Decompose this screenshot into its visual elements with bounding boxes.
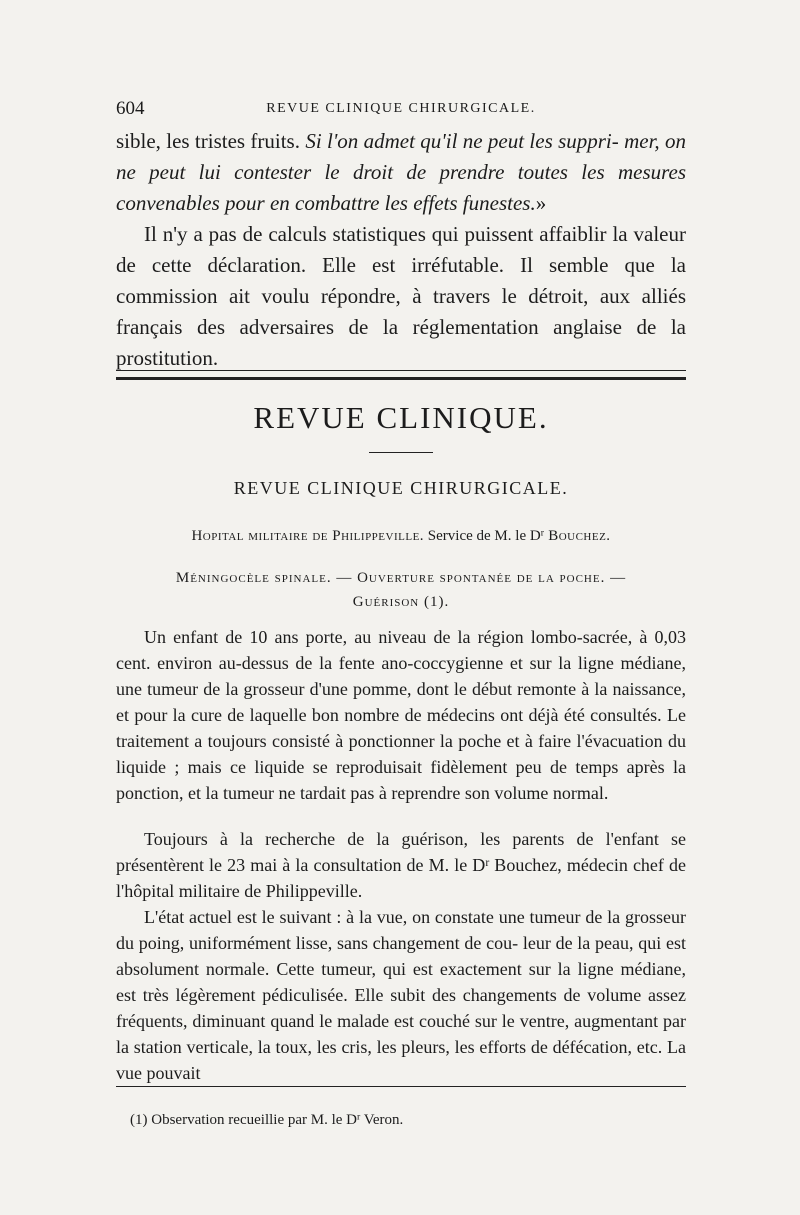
paragraph-2-superscript: r [485,855,490,869]
running-header [116,98,686,122]
running-title: REVUE CLINIQUE CHIRURGICALE. [266,101,536,116]
paragraph-3: L'état actuel est le suivant : à la vue, on constate une tumeur de la grosseur du poing, uniformément lisse, sans changement de cou- leur de la peau, qui est absolument normale. Cette tumeur, qui est exactement sur la ligne médiane, est très légèrement pédiculisée. Elle subit des changements de volume assez fréquents, diminuant quand le malade est couché sur le ventre, augmentant par la station verticale, la toux, les cris, les pleurs, les efforts de défécation, etc. La vue pouvait [116,907,686,1083]
section-subtitle: REVUE CLINIQUE CHIRURGICALE. [233,478,569,498]
continued-text-start: sible, les tristes fruits. [116,129,306,153]
footnote [130,1112,403,1129]
paragraph-2 [116,826,686,904]
hospital-name: Hopital militaire de Philippeville. [191,528,425,544]
hospital-line [116,528,686,545]
observation-title-line-1: Méningocèle spinale. — Ouverture spontanée de la poche. — [175,570,627,586]
footnote-text: (1) Observation recueillie par M. le D [130,1112,357,1128]
footnote-rule [116,1086,686,1087]
doctor-name: Bouchez. [543,528,611,544]
continued-italic-quote: Si l'on admet qu'il ne peut les suppri- mer, on ne peut lui contester le droit de prendre toutes les mesures convenables pour en combattre les effets funestes. [116,129,686,215]
continued-paragraph-2: Il n'y a pas de calculs statistiques qui puissent affaiblir la valeur de cette déclaration. Elle est irréfutable. Il semble que la commission ait voulu répondre, à travers le détroit, aux alliés français des adversaires de la réglementation anglaise de la prostitution. [116,222,686,370]
page-number: 604 [116,98,145,119]
footnote-superscript: r [357,1111,361,1123]
section-title: REVUE CLINIQUE. [253,400,549,435]
continued-paragraph-1 [116,126,686,219]
observation-title-line-2: Guérison (1). [352,594,450,610]
observation-title [116,566,686,614]
paragraph-2-end: Bouchez, médecin chef de l'hôpital militaire de Philippeville. [116,855,686,901]
closing-quote-mark: » [535,191,547,215]
service-text: Service de M. le D [424,528,541,544]
paragraph-1: Un enfant de 10 ans porte, au niveau de la région lombo-sacrée, à 0,03 cent. environ au-dessus de la fente ano-coccygienne et sur la ligne médiane, une tumeur de la grosseur d'une pomme, dont le début remonte à la naissance, et pour la cure de laquelle bon nombre de médecins ont déjà été consultés. Le traitement a toujours consisté à ponctionner la poche et à faire l'évacuation du liquide ; mais ce liquide se reproduisait fidèlement peu de temps après la ponction, et la tumeur ne tardait pas à reprendre son volume normal. [116,627,686,803]
dr-superscript: r [540,527,544,539]
footnote-end: Veron. [360,1112,404,1128]
paragraph-2-start: Toujours à la recherche de la guérison, les parents de l'enfant se présentèrent le 23 mai à la consultation de M. le D [116,829,686,875]
section-double-rule [116,370,686,380]
title-short-rule [369,452,433,453]
